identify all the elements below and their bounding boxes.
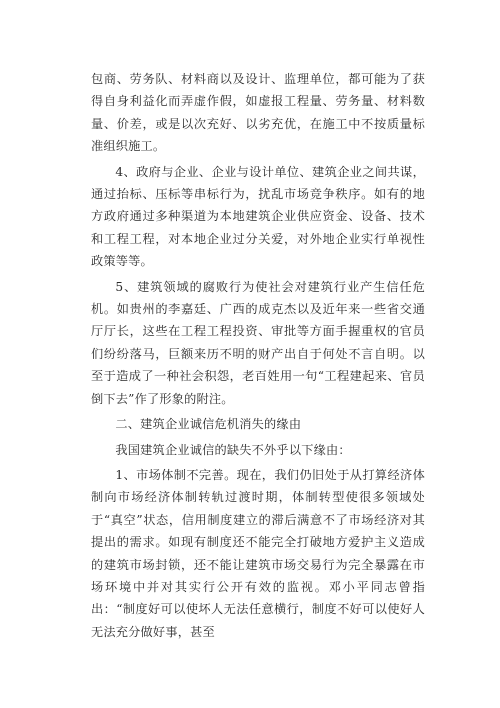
- paragraph-intro: 我国建筑企业诚信的缺失不外乎以下缘由：: [115, 442, 351, 457]
- section-heading-2: 二、建筑企业诚信危机消失的缘由: [115, 417, 302, 432]
- paragraph-item-5: 5、建筑领域的腐败行为使社会对建筑行业产生信任危机。如贵州的李嘉廷、广西的成克杰以及近年来一些省交通厅厅长，这些在工程工程投资、审批等方面手握重权的官员们纷纷落马，巨额来历不明的财产出自于何处不言自明。以至于造成了一种社会积怨，老百姓用一句“工程建起来、官员倒下去”作了形象的附注。: [91, 279, 425, 406]
- paragraph-item-4: 4、政府与企业、企业与设计单位、建筑企业之间共谋，通过抬标、压标等串标行为，扰乱市场竞争秩序。如有的地方政府通过多种渠道为本地建筑企业供应资金、设备、技术和工程工程，对本地企业过分关爱，对外地企业实行单视性政策等等。: [91, 164, 425, 269]
- document-body: [91, 68, 425, 643]
- paragraph-item-1: 1、市场体制不完善。现在，我们仍旧处于从打算经济体制向市场经济体制转轨过渡时期，体制转型使很多领域处于“真空”状态，信用制度建立的滞后满意不了市场经济对其提出的需求。如现有制度还不能完全打破地方爱护主义造成的建筑市场封锁，还不能让建筑市场交易行为完全暴露在市场环境中并对其实行公开有效的监视。邓小平同志曾指出：“制度好可以使坏人无法任意横行，制度不好可以使好人无法充分做好事，甚至: [91, 467, 425, 639]
- paragraph-continuation: 包商、劳务队、材料商以及设计、监理单位，都可能为了获得自身利益化而弄虚作假，如虚报工程量、劳务量、材料数量、价差，或是以次充好、以劣充优，在施工中不按质量标准组织施工。: [91, 72, 425, 154]
